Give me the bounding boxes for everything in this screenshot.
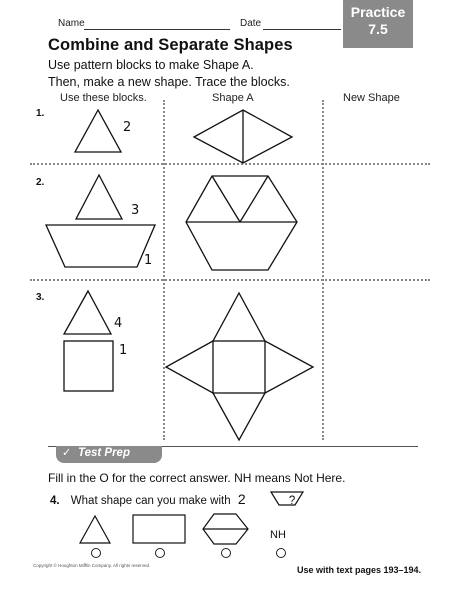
test-prep-label: Test Prep <box>78 447 130 459</box>
practice-badge-number: 7.5 <box>368 21 388 37</box>
question-count: 2 <box>237 491 246 507</box>
name-label: Name <box>58 18 85 29</box>
shape-a-star <box>166 293 313 440</box>
shape-a-hexagon <box>186 176 297 270</box>
checkmark-icon: ✓ <box>62 447 72 459</box>
answer-bubble-rectangle[interactable] <box>155 548 165 558</box>
column-header-shape-a: Shape A <box>212 92 254 104</box>
triangle-block <box>76 175 122 219</box>
row-number-3: 3. <box>36 292 45 303</box>
question-4 <box>50 491 295 507</box>
column-header-blocks: Use these blocks. <box>60 92 147 104</box>
block-count: 1 <box>119 343 128 358</box>
copyright-text: Copyright © Houghton Mifflin Company. All rights reserved. <box>33 563 151 568</box>
option-triangle-icon <box>80 516 110 543</box>
textbook-pages: Use with text pages 193–194. <box>297 565 422 575</box>
block-count: 3 <box>131 203 140 218</box>
block-count: 2 <box>123 120 132 135</box>
block-count: 1 <box>144 253 153 268</box>
triangle-block <box>64 291 111 334</box>
trapezoid-block <box>46 225 155 267</box>
option-nh-label: NH <box>270 529 286 541</box>
answer-bubble-hexagon[interactable] <box>221 548 231 558</box>
instruction-line-1: Use pattern blocks to make Shape A. <box>48 58 254 72</box>
row-number-1: 1. <box>36 108 45 119</box>
answer-bubble-triangle[interactable] <box>91 548 101 558</box>
question-end: ? <box>288 495 296 507</box>
question-number: 4. <box>50 495 60 507</box>
square-block <box>64 341 113 391</box>
instruction-line-2: Then, make a new shape. Trace the blocks. <box>48 75 290 89</box>
practice-badge-label: Practice <box>350 4 406 20</box>
row-number-2: 2. <box>36 177 45 188</box>
date-label: Date <box>240 18 262 29</box>
page-title: Combine and Separate Shapes <box>48 36 293 54</box>
option-rectangle-icon <box>133 515 185 543</box>
question-text: What shape can you make with <box>70 495 231 507</box>
triangle-block <box>75 110 121 152</box>
block-count: 4 <box>114 316 123 331</box>
test-prep-instruction: Fill in the O for the correct answer. NH means Not Here. <box>48 471 346 485</box>
column-header-new-shape: New Shape <box>343 92 400 104</box>
answer-bubble-nh[interactable] <box>276 548 286 558</box>
